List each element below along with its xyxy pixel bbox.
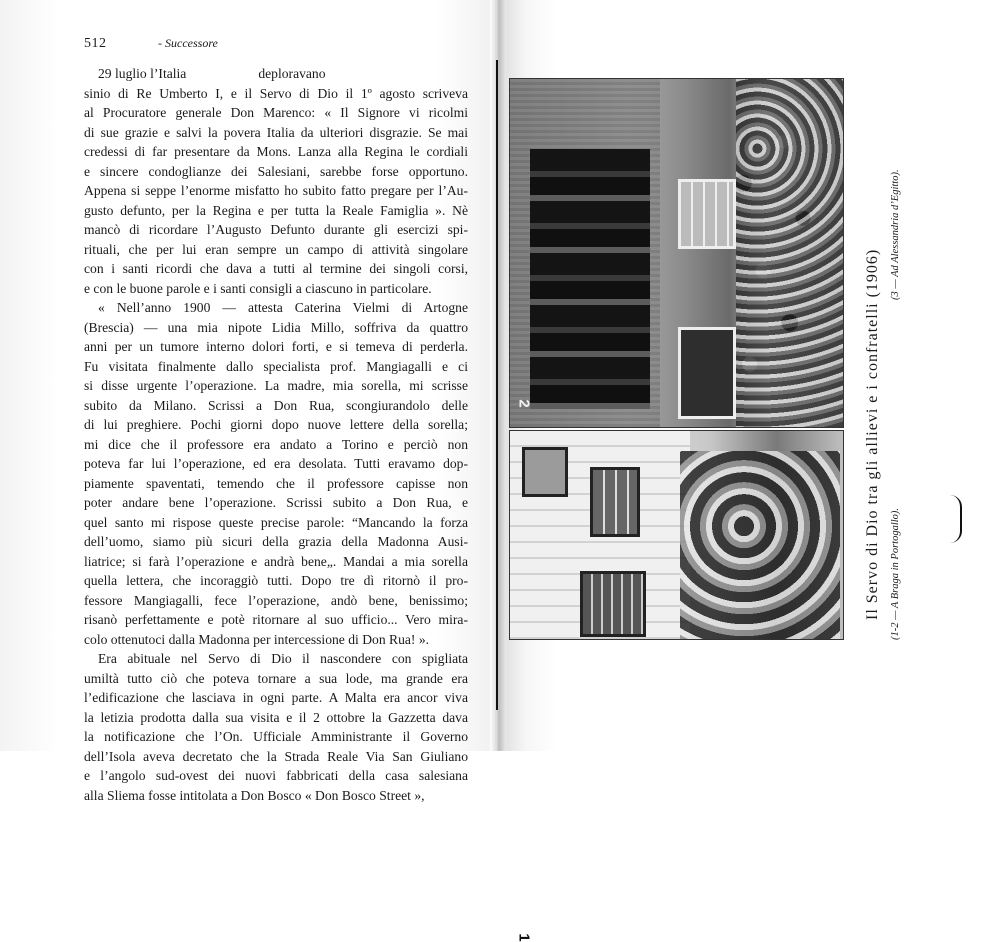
caption-note-right: (3 — Ad Alessandria d’Egitto). bbox=[890, 169, 901, 300]
gutter-divider bbox=[496, 60, 498, 710]
caption-note-left: (1-2 — A Braga in Portogallo). bbox=[890, 507, 901, 640]
running-head: - Successore bbox=[158, 36, 218, 50]
text-line: Era abituale nel Servo di Dio il nascondere con spigliata bbox=[98, 651, 468, 666]
page-header bbox=[84, 36, 464, 54]
text-line: subito da Milano. Scrissi a Don Rua, scongiurandolo delle bbox=[84, 397, 468, 413]
photo-group-braga-street bbox=[509, 430, 844, 942]
page-number: 512 bbox=[84, 36, 107, 51]
text-line: colo ottenutoci dalla Madonna per intercessione di Don Rua! ». bbox=[84, 631, 430, 647]
photo-window bbox=[678, 179, 736, 249]
photo-group-braga-courtyard bbox=[509, 78, 844, 428]
text-line: poter andare bene l’operazione. Scrissi subito a Don Rua, e bbox=[84, 495, 468, 510]
text-line: e con le buone parole e i santi consigli a ciascuno in particolare. bbox=[84, 280, 432, 296]
text-line: di sue grazie e salvi la povera Italia da ulteriori disgrazie. Se mai bbox=[84, 124, 468, 140]
book-gutter bbox=[490, 0, 506, 751]
text-line: quel santo mi rispose queste precise parole: “Mancando la forza bbox=[84, 514, 468, 530]
text-line: l’edificazione che lasciava in ogni parte. A Malta era ancor viva bbox=[84, 690, 468, 705]
text-line: mancò di ricordare l’Augusto Defunto durante gli esercizi spi- bbox=[84, 222, 468, 237]
text-line: piamente spaventati, temendo che il professore capisse non bbox=[84, 475, 468, 491]
photo-number-top: 2 bbox=[515, 399, 533, 408]
text-line: mi dice che il professore era andato a Torino e perciò non bbox=[84, 436, 468, 452]
text-line: poteva far lui l’operazione, ed era desolata. Tutti eravamo dop- bbox=[84, 456, 468, 471]
text-line: fessore Mangiagalli, fece l’operazione, andò bene, benissimo; bbox=[84, 592, 468, 608]
text-line: quella lettera, che incoraggiò tutti. Dopo tre dì ritornò il pro- bbox=[84, 573, 468, 588]
text-line: liatrice; si farà l’operazione e andrà bene„. Mandai a mia sorella bbox=[84, 553, 468, 569]
photo-number-bottom: 1 bbox=[515, 933, 533, 942]
page-edge-curl bbox=[950, 495, 962, 543]
caption-title: Il Servo di Dio tra gli allievi e i confratelli (1906) bbox=[864, 248, 881, 620]
body-text bbox=[84, 64, 468, 805]
text-line: sinio di Re Umberto I, e il Servo di Dio il 1º agosto scriveva bbox=[84, 85, 468, 101]
photo-window bbox=[580, 571, 646, 637]
text-line: dell’Isola aveva decretato che la Strada Reale Via San Giuliano bbox=[84, 748, 468, 764]
text-line: (Brescia) — una mia nipote Lidia Millo, soffriva da quattro bbox=[84, 319, 468, 335]
text-line: gusto defunto, per la Regina e per tutta la Reale Famiglia ». Nè bbox=[84, 202, 468, 218]
text-line: la notificazione che l’On. Ufficiale Amministrante il Governo bbox=[84, 729, 468, 744]
text-line: si disse urgente l’operazione. La madre, mia sorella, mi scrisse bbox=[84, 378, 468, 393]
text-line: Appena si seppe l’enorme misfatto ho subito fatto pregare per l’Au- bbox=[84, 183, 468, 198]
photo-window bbox=[522, 447, 568, 497]
text-line: « Nell’anno 1900 — attesta Caterina Vielmi di Artogne bbox=[98, 300, 468, 315]
text-line: con i santi ricordi che dava a tutti al termine dei singoli corsi, bbox=[84, 261, 468, 276]
text-line: Fu visitata finalmente dallo specialista prof. Mangiagalli e ci bbox=[84, 358, 468, 374]
text-line: di lui preghiere. Pochi giorni dopo nuove lettere della sorella; bbox=[84, 417, 468, 432]
text-line: e sincere condoglianze dei Salesiani, sarebbe forse opportuno. bbox=[84, 163, 468, 179]
photo-window bbox=[590, 467, 640, 537]
text-line: umiltà tutto ciò che poteva tornare a sua lode, ma grande era bbox=[84, 670, 468, 686]
text-line: la letizia prodotta dalla sua visita e il 2 ottobre la Gazzetta dava bbox=[84, 709, 468, 725]
photo-caption bbox=[864, 140, 934, 640]
photo-crowd bbox=[736, 79, 843, 427]
text-line: anni per un tumore interno dolori forti, e si temeva di perderla. bbox=[84, 339, 468, 354]
photo-clergy-figures bbox=[530, 149, 650, 409]
text-line: alla Sliema fosse intitolata a Don Bosco « Don Bosco Street », bbox=[84, 787, 425, 803]
left-page bbox=[0, 0, 496, 803]
text-line: credessi di far presentare da Mons. Lanza alla Regina le cordiali bbox=[84, 144, 468, 159]
text-line: al Procuratore generale Don Marenco: « Il Signore vi ricolmi bbox=[84, 105, 468, 120]
text-line: 29 luglio l’Italia deploravano bbox=[98, 66, 326, 81]
text-line: dell’uomo, siamo più sicuri della grazia della Madonna Ausi- bbox=[84, 534, 468, 549]
photo-caption-rotated bbox=[864, 140, 934, 640]
photo-crowd bbox=[680, 451, 840, 639]
photo-plate bbox=[509, 78, 842, 942]
text-line: risanò perfettamente e potè ritornare al suo ufficio... Vero mira- bbox=[84, 612, 468, 627]
text-line: e l’angolo sud-ovest dei nuovi fabbricati della casa salesiana bbox=[84, 768, 468, 783]
text-line: rituali, che per lui eran sempre un campo di attività singolare bbox=[84, 241, 468, 257]
photo-doorway bbox=[678, 327, 736, 419]
